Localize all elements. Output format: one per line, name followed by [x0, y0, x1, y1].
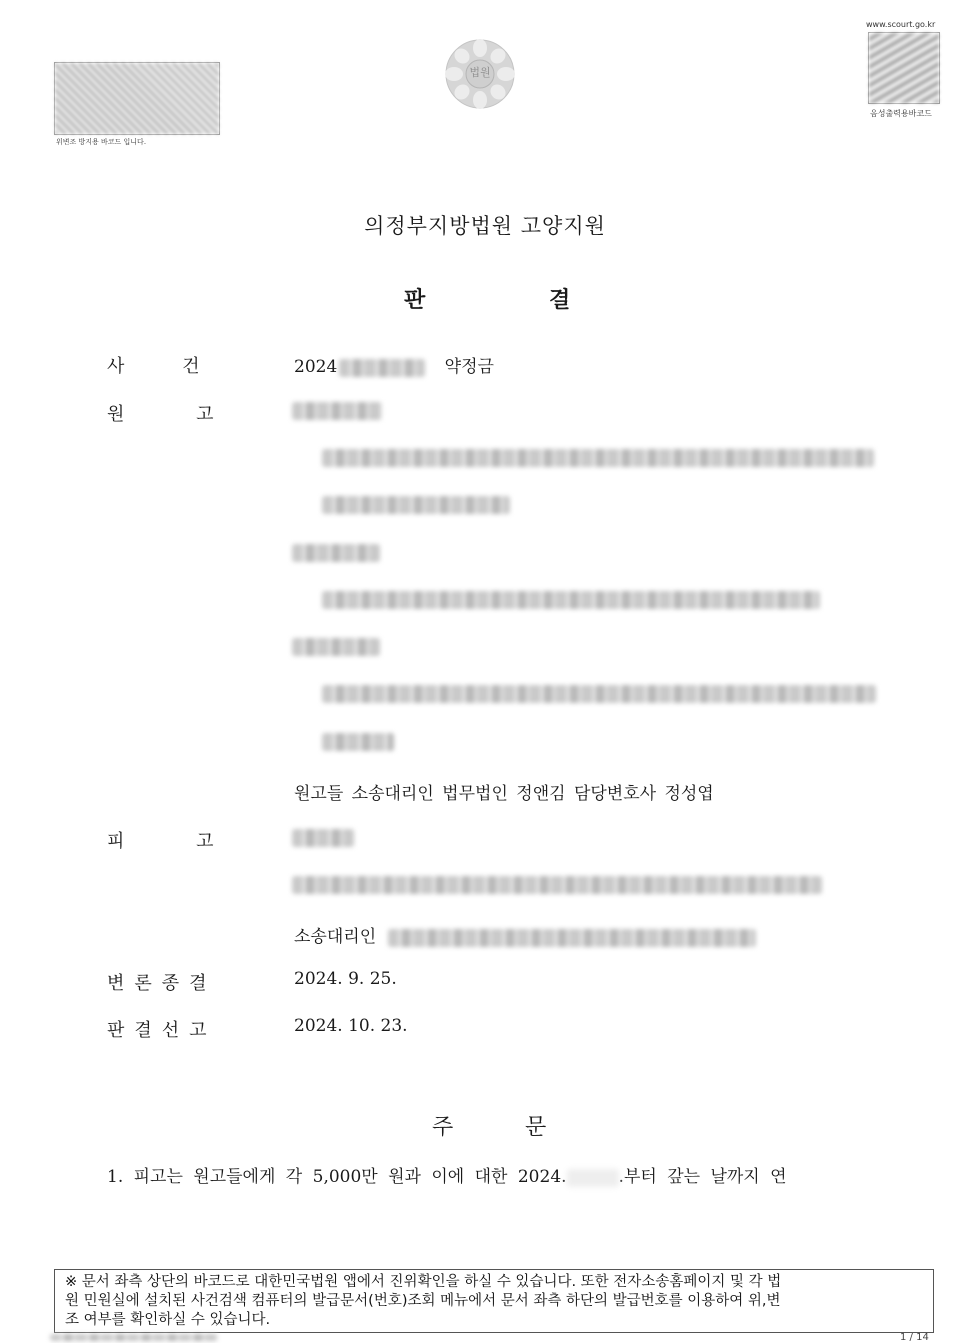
defendant-counsel	[294, 922, 756, 947]
judgment-label: 판결선고	[107, 1020, 217, 1041]
notice-line-3: 조 여부를 확인하실 수 있습니다.	[65, 1312, 271, 1328]
title-gyeol: 결	[549, 288, 571, 313]
notice-line-2: 원 민원실에 설치된 사건검색 컴퓨터의 발급문서(번호)조회 메뉴에서 문서 좌측 하단의 발급번호를 이용하여 위,변	[65, 1293, 781, 1309]
redacted-plaintiff-3-address-cont	[322, 733, 394, 751]
redacted-plaintiff-3-address	[322, 685, 876, 703]
case-label	[107, 352, 217, 378]
issue-number-barcode	[50, 1334, 218, 1341]
defendant-label: 피 고	[107, 831, 214, 852]
seal-text: 법원	[469, 66, 491, 79]
order-mun: 문	[525, 1115, 547, 1140]
case-name: 약정금	[444, 357, 494, 377]
order-ju: 주	[432, 1115, 454, 1140]
redacted-defendant-counsel	[388, 929, 756, 947]
order-line-1	[107, 1162, 787, 1187]
plaintiff-counsel: 원고들 소송대리인 법무법인 정앤김 담당변호사 정성엽	[294, 784, 714, 804]
redacted-plaintiff-1-name	[292, 402, 382, 420]
plaintiff-label: 원 고	[107, 404, 214, 425]
redacted-plaintiff-3-name	[292, 638, 380, 656]
case-number	[294, 352, 494, 377]
redacted-order-date	[567, 1169, 619, 1187]
defendant-counsel-label: 소송대리인	[294, 927, 377, 947]
judgment-date: 2024. 10. 23.	[294, 1016, 408, 1036]
order-line-1b: .부터 갚는 날까지 연	[618, 1167, 787, 1187]
audio-barcode	[868, 32, 940, 104]
closing-label: 변론종결	[107, 973, 217, 994]
page-number: 1 / 14	[900, 1332, 929, 1343]
site-url: www.scourt.go.kr	[866, 20, 936, 29]
closing-date: 2024. 9. 25.	[294, 969, 397, 989]
court-name: 의정부지방법원 고양지원	[364, 214, 606, 238]
authenticity-barcode	[54, 62, 220, 135]
redacted-plaintiff-1-address-cont	[322, 496, 510, 514]
barcode-right-caption: 음성출력용바코드	[870, 109, 932, 118]
order-line-1a: 1. 피고는 원고들에게 각 5,000만 원과 이에 대한 2024.	[107, 1167, 567, 1187]
title-pan: 판	[404, 288, 426, 313]
case-number-prefix: 2024	[294, 357, 338, 377]
redacted-plaintiff-2-name	[292, 544, 380, 562]
redacted-plaintiff-1-address	[322, 449, 874, 467]
redacted-defendant-address	[292, 876, 822, 894]
redacted-plaintiff-2-address	[322, 591, 820, 609]
verification-notice	[54, 1269, 934, 1333]
barcode-left-caption: 위변조 방지용 바코드 입니다.	[56, 138, 147, 146]
redacted-defendant-name	[292, 829, 354, 847]
case-label-text: 사 건	[107, 356, 200, 377]
redacted-case-number	[339, 359, 425, 377]
notice-line-1: ※ 문서 좌측 상단의 바코드로 대한민국법원 앱에서 진위확인을 하실 수 있습니다. 또한 전자소송홈페이지 및 각 법	[65, 1274, 782, 1290]
